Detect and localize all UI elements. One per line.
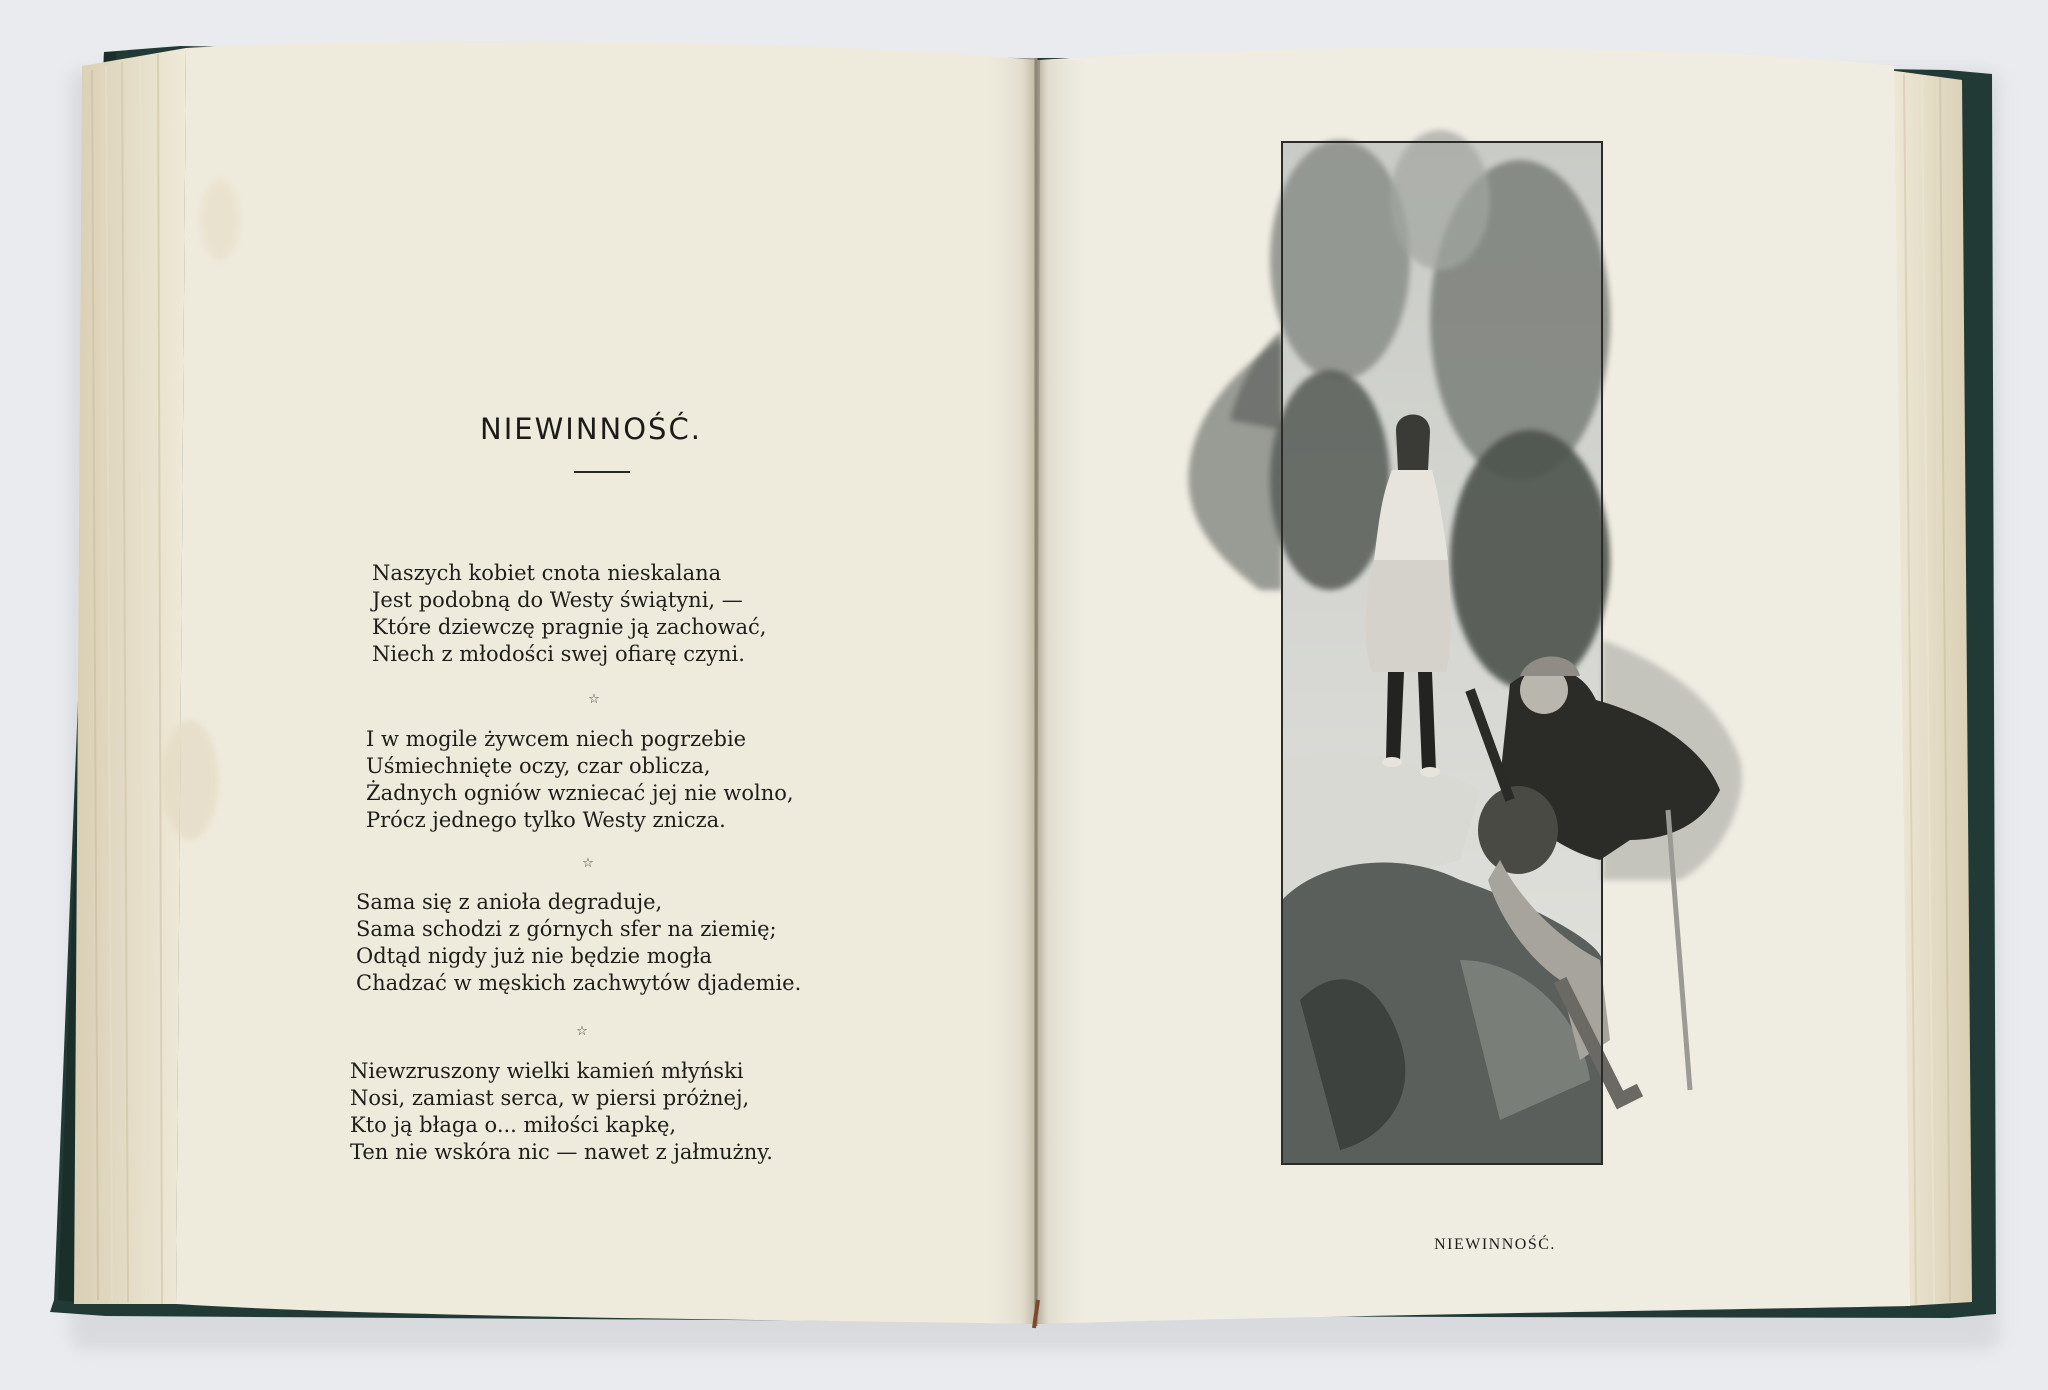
verse-line: Nosi, zamiast serca, w piersi próżnej, xyxy=(350,1086,750,1110)
stanza-4 xyxy=(350,1058,773,1166)
title-rule xyxy=(574,471,630,473)
verse-line: Sama się z anioła degraduje, xyxy=(356,890,663,914)
verse-line: Naszych kobiet cnota nieskalana xyxy=(372,561,722,585)
star-ornament: ☆ xyxy=(588,692,600,707)
verse-line: Niewzruszony wielki kamień młyński xyxy=(350,1059,744,1083)
left-page xyxy=(186,40,1036,1330)
verse-line: Jest podobną do Westy świątyni, — xyxy=(372,588,743,612)
stanza-3 xyxy=(356,889,801,997)
verse-line: Sama schodzi z górnych sfer na ziemię; xyxy=(356,917,777,941)
star-ornament: ☆ xyxy=(576,1024,588,1039)
verse-line: Żadnych ogniów wzniecać jej nie wolno, xyxy=(366,781,794,805)
verse-line: Chadzać w męskich zachwytów djademie. xyxy=(356,971,802,995)
verse-line: I w mogile żywcem niech pogrzebie xyxy=(366,727,747,751)
stanza-2 xyxy=(366,726,794,834)
verse-line: Ten nie wskóra nic — nawet z jałmużny. xyxy=(350,1140,773,1164)
poem-title: NIEWINNOŚĆ. xyxy=(480,412,702,446)
verse-line: Które dziewczę pragnie ją zachować, xyxy=(372,615,767,639)
verse-line: Odtąd nigdy już nie będzie mogła xyxy=(356,944,713,968)
stanza-1 xyxy=(372,560,766,668)
verse-line: Kto ją błaga o... miłości kapkę, xyxy=(350,1113,677,1137)
verse-line: Niech z młodości swej ofiarę czyni. xyxy=(372,642,745,666)
verse-line: Prócz jednego tylko Westy znicza. xyxy=(366,808,726,832)
star-ornament: ☆ xyxy=(582,856,594,871)
illustration-caption: NIEWINNOŚĆ. xyxy=(1434,1236,1556,1253)
verse-line: Uśmiechnięte oczy, czar oblicza, xyxy=(366,754,711,778)
right-page xyxy=(1040,40,1950,1310)
